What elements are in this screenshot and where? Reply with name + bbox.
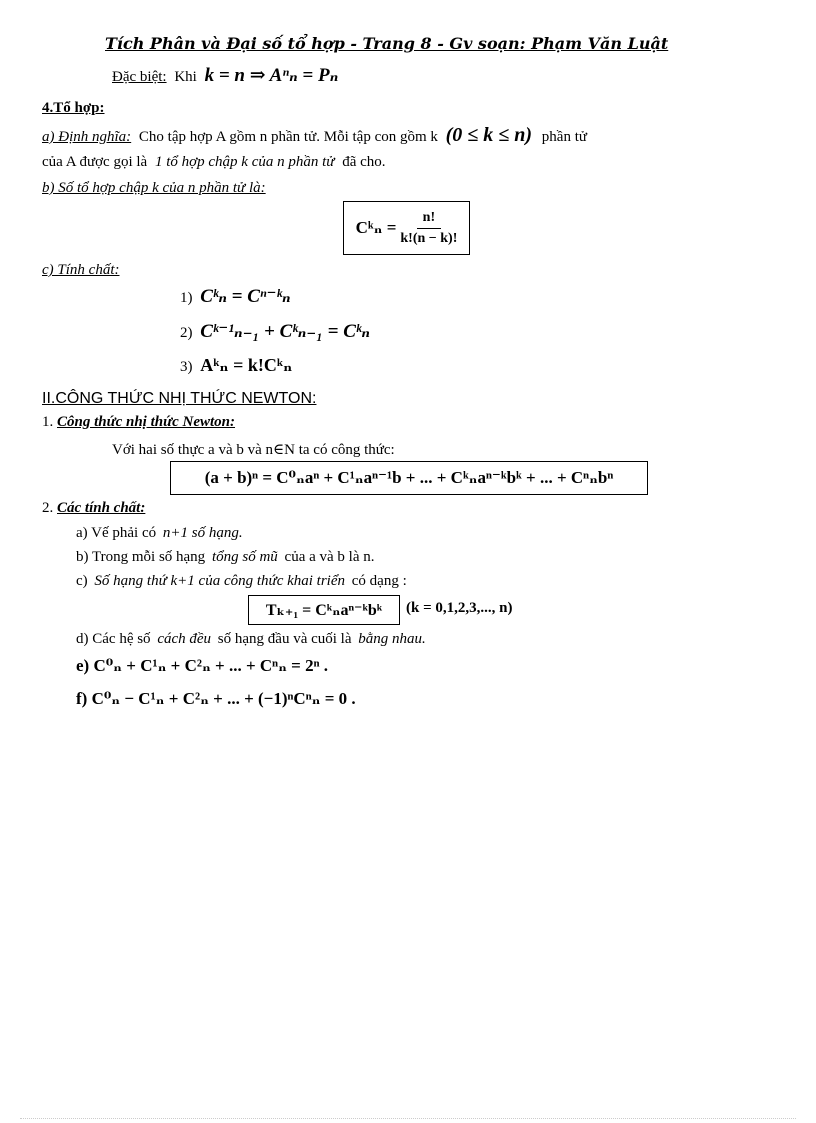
general-term-box: [248, 595, 400, 625]
property-2-formula: Cᵏ⁻¹ₙ₋₁ + Cᵏₙ₋₁ = Cᵏₙ: [200, 321, 370, 342]
combination-fraction: [400, 210, 457, 247]
special-label: Đặc biệt:: [112, 69, 167, 85]
definition-text1: Cho tập hợp A gồm n phần tử. Mỗi tập con gồm k: [138, 129, 438, 145]
section2-title: II.CÔNG THỨC NHỊ THỨC NEWTON:: [42, 390, 317, 407]
properties-subtitle-text: Các tính chất:: [57, 500, 146, 516]
property-c-italic: Số hạng thứ k+1 của công thức khai triển: [94, 573, 346, 589]
property-2-number: 2): [180, 325, 193, 341]
property-b-prefix: b) Trong mỗi số hạng: [76, 549, 206, 565]
property-d-prefix: d) Các hệ số: [76, 631, 151, 647]
property-d-italic2: bằng nhau.: [358, 631, 426, 647]
property-1-number: 1): [180, 290, 193, 306]
combination-count-label: b) Số tổ hợp chập k của n phần tử là:: [42, 180, 266, 196]
property-c: [76, 573, 407, 590]
special-text: Khi: [174, 69, 197, 85]
property-2: [180, 320, 370, 343]
definition-line2: [42, 154, 386, 171]
general-term-range: (k = 0,1,2,3,..., n): [406, 600, 513, 616]
property-3-number: 3): [180, 359, 193, 375]
property-b: [76, 549, 375, 566]
property-c-suffix: có dạng :: [351, 573, 407, 589]
combination-lhs: Cᵏₙ =: [355, 218, 397, 237]
combination-formula-box: [343, 201, 470, 255]
property-d-italic1: cách đều: [157, 631, 212, 647]
newton-intro: Với hai số thực a và b và n∈N ta có công thức:: [112, 442, 395, 458]
special-formula: k = n ⇒ Aⁿₙ = Pₙ: [204, 65, 339, 86]
property-d-middle: số hạng đầu và cuối là: [217, 631, 352, 647]
properties-subtitle: [42, 500, 145, 517]
property-3-formula: Aᵏₙ = k!Cᵏₙ: [200, 355, 293, 375]
definition-label: a) Định nghĩa:: [42, 129, 132, 145]
property-1: [180, 285, 291, 308]
definition-text2: phần tử: [541, 129, 588, 145]
general-term-formula: Tₖ₊₁ = Cᵏₙaⁿ⁻ᵏbᵏ: [265, 602, 383, 619]
property-d: [76, 631, 426, 648]
property-c-prefix: c): [76, 573, 88, 589]
properties-subtitle-number: 2.: [42, 500, 54, 516]
newton-subtitle-text: Công thức nhị thức Newton:: [57, 414, 236, 430]
page-header: Tích Phân và Đại số tổ hợp - Trang 8 - Gv soạn: Phạm Văn Luật: [105, 34, 669, 53]
definition-range: (0 ≤ k ≤ n): [445, 124, 533, 146]
property-1-formula: Cᵏₙ = Cⁿ⁻ᵏₙ: [200, 286, 291, 307]
definition-line1: [42, 124, 587, 147]
property-a: [76, 525, 243, 542]
property-e: e) C⁰ₙ + C¹ₙ + C²ₙ + ... + Cⁿₙ = 2ⁿ .: [76, 656, 329, 675]
property-3: [180, 355, 292, 376]
definition-line2-prefix: của A được gọi là: [42, 154, 148, 170]
special-case-line: [112, 64, 338, 87]
property-a-prefix: a) Vế phải có: [76, 525, 157, 541]
property-f: f) C⁰ₙ − C¹ₙ + C²ₙ + ... + (−1)ⁿCⁿₙ = 0 .: [76, 689, 356, 708]
newton-formula: (a + b)ⁿ = C⁰ₙaⁿ + C¹ₙaⁿ⁻¹b + ... + Cᵏₙaⁿ⁻ᵏbᵏ + ... + Cⁿₙbⁿ: [204, 468, 614, 487]
newton-formula-box: [170, 461, 648, 495]
definition-line2-suffix: đã cho.: [342, 154, 386, 170]
property-a-italic: n+1 số hạng.: [162, 525, 243, 541]
combination-numerator: n!: [417, 210, 441, 229]
property-b-italic: tổng số mũ: [211, 549, 278, 565]
newton-subtitle-number: 1.: [42, 414, 54, 430]
combination-denominator: k!(n − k)!: [400, 230, 458, 246]
property-b-suffix: của a và b là n.: [284, 549, 375, 565]
properties-label: c) Tính chất:: [42, 262, 120, 278]
newton-subtitle: [42, 414, 235, 431]
page-bottom-divider: [20, 1118, 796, 1119]
section4-title: 4.Tổ hợp:: [42, 100, 105, 116]
definition-line2-italic: 1 tổ hợp chập k của n phần tử: [154, 154, 335, 170]
